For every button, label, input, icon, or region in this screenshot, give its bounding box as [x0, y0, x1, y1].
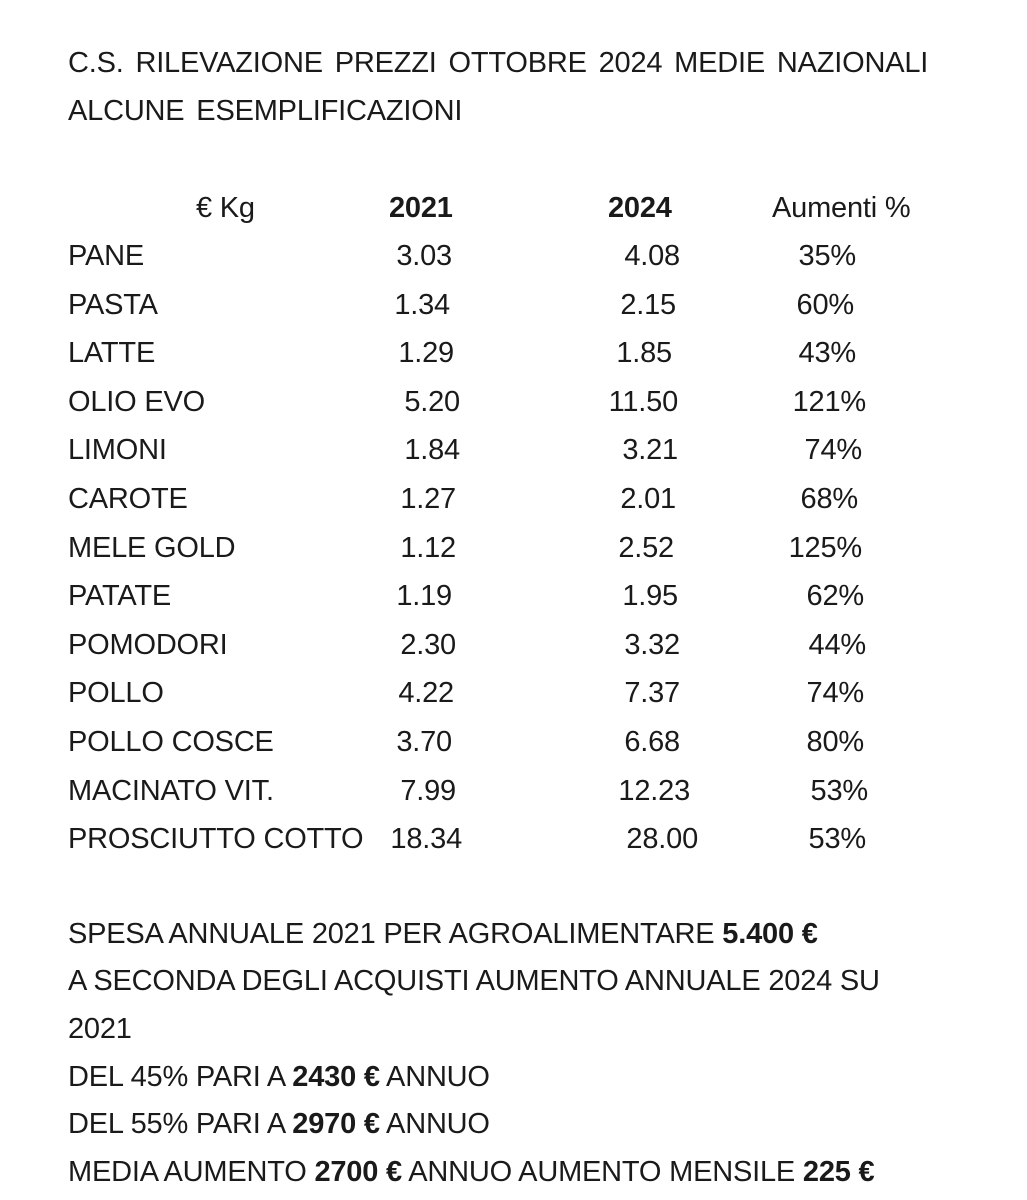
increase-percent: 125% [788, 531, 862, 564]
monthly-increase-amount: 225 € [802, 1156, 875, 1188]
increase-percent: 62% [806, 580, 864, 613]
price-2021: 1.34 [394, 288, 450, 321]
document-title: C.S. RILEVAZIONE PREZZI OTTOBRE 2024 MEDIE NAZIONALI [68, 47, 929, 79]
table-row [0, 289, 1027, 323]
increase-description-line: A SECONDA DEGLI ACQUISTI AUMENTO ANNUALE 2024 SU [68, 965, 880, 997]
table-row [0, 240, 1027, 274]
price-2024: 2.01 [620, 483, 676, 515]
price-2021: 1.29 [398, 337, 454, 370]
price-2024: 1.85 [616, 337, 672, 370]
price-2024: 12.23 [618, 774, 690, 807]
product-name: MACINATO VIT. [68, 774, 274, 807]
product-name: POLLO [68, 677, 164, 710]
product-name: LATTE [68, 337, 156, 370]
year-2024-header: 2024 [608, 192, 672, 224]
increase-percent: 43% [798, 337, 856, 370]
product-name: CAROTE [68, 483, 188, 515]
increase-percent: 80% [806, 726, 864, 758]
product-name: PASTA [68, 288, 158, 321]
price-2024: 2.52 [618, 531, 674, 564]
price-2024: 7.37 [624, 677, 680, 710]
annual-spending-amount: 5.400 € [722, 918, 818, 950]
price-2021: 3.70 [396, 726, 452, 758]
price-2021: 1.84 [404, 434, 460, 467]
year-2021-header: 2021 [389, 192, 453, 224]
increase-percent: 74% [806, 677, 864, 710]
average-annual-amount: 2700 € [314, 1156, 402, 1188]
product-name: OLIO EVO [68, 385, 205, 418]
price-2024: 2.15 [620, 288, 676, 321]
increase-55-suffix: ANNUO [379, 1108, 490, 1140]
price-2021: 4.22 [398, 677, 454, 710]
increase-percent: 35% [798, 240, 856, 272]
price-2021: 2.30 [400, 628, 456, 661]
price-2024: 3.32 [624, 628, 680, 661]
increase-percent: 74% [804, 434, 862, 467]
table-row [0, 483, 1027, 517]
price-2021: 18.34 [390, 823, 462, 856]
increase-55-line [68, 1108, 490, 1141]
price-2024: 3.21 [622, 434, 678, 467]
table-row [0, 823, 1027, 857]
price-2021: 5.20 [404, 385, 460, 418]
increase-percent: 53% [810, 774, 868, 807]
table-row [0, 629, 1027, 663]
product-name: PROSCIUTTO COTTO [68, 823, 364, 856]
increase-45-prefix: DEL 45% PARI A [68, 1061, 293, 1093]
increase-percent: 53% [808, 823, 866, 856]
product-name: POMODORI [68, 628, 228, 661]
increase-percent: 68% [800, 483, 858, 515]
unit-header: € Kg [196, 192, 255, 224]
increase-55-amount: 2970 € [292, 1108, 380, 1140]
product-name: LIMONI [68, 434, 167, 467]
price-2024: 11.50 [608, 385, 678, 418]
price-table-header [0, 192, 1027, 226]
table-row [0, 726, 1027, 760]
product-name: POLLO COSCE [68, 726, 274, 758]
price-2021: 1.27 [400, 483, 456, 515]
product-name: MELE GOLD [68, 531, 236, 564]
increase-header: Aumenti % [772, 192, 911, 224]
table-row [0, 386, 1027, 420]
table-row [0, 775, 1027, 809]
increase-percent: 121% [792, 385, 866, 418]
table-row [0, 434, 1027, 468]
product-name: PATATE [68, 580, 171, 613]
increase-45-suffix: ANNUO [379, 1061, 490, 1093]
average-increase-line [68, 1156, 874, 1189]
annual-spending-line [68, 918, 818, 951]
increase-45-line [68, 1061, 490, 1094]
price-2021: 1.19 [396, 580, 452, 613]
table-row [0, 580, 1027, 614]
price-2024: 6.68 [624, 726, 680, 758]
increase-55-prefix: DEL 55% PARI A [68, 1108, 293, 1140]
increase-45-amount: 2430 € [292, 1061, 380, 1093]
annual-spending-text: SPESA ANNUALE 2021 PER AGROALIMENTARE [68, 918, 723, 950]
average-increase-middle: ANNUO AUMENTO MENSILE [401, 1156, 803, 1188]
product-name: PANE [68, 240, 145, 272]
increase-percent: 60% [796, 288, 854, 321]
price-2021: 7.99 [400, 774, 456, 807]
document-subtitle: ALCUNE ESEMPLIFICAZIONI [68, 95, 463, 127]
table-row [0, 532, 1027, 566]
table-row [0, 337, 1027, 371]
price-2021: 3.03 [396, 240, 452, 272]
table-row [0, 677, 1027, 711]
price-2024: 4.08 [624, 240, 680, 272]
price-2021: 1.12 [400, 531, 456, 564]
increase-description-year: 2021 [68, 1013, 132, 1045]
price-2024: 28.00 [626, 823, 698, 856]
price-2024: 1.95 [622, 580, 678, 613]
average-increase-prefix: MEDIA AUMENTO [68, 1156, 315, 1188]
increase-percent: 44% [808, 628, 866, 661]
